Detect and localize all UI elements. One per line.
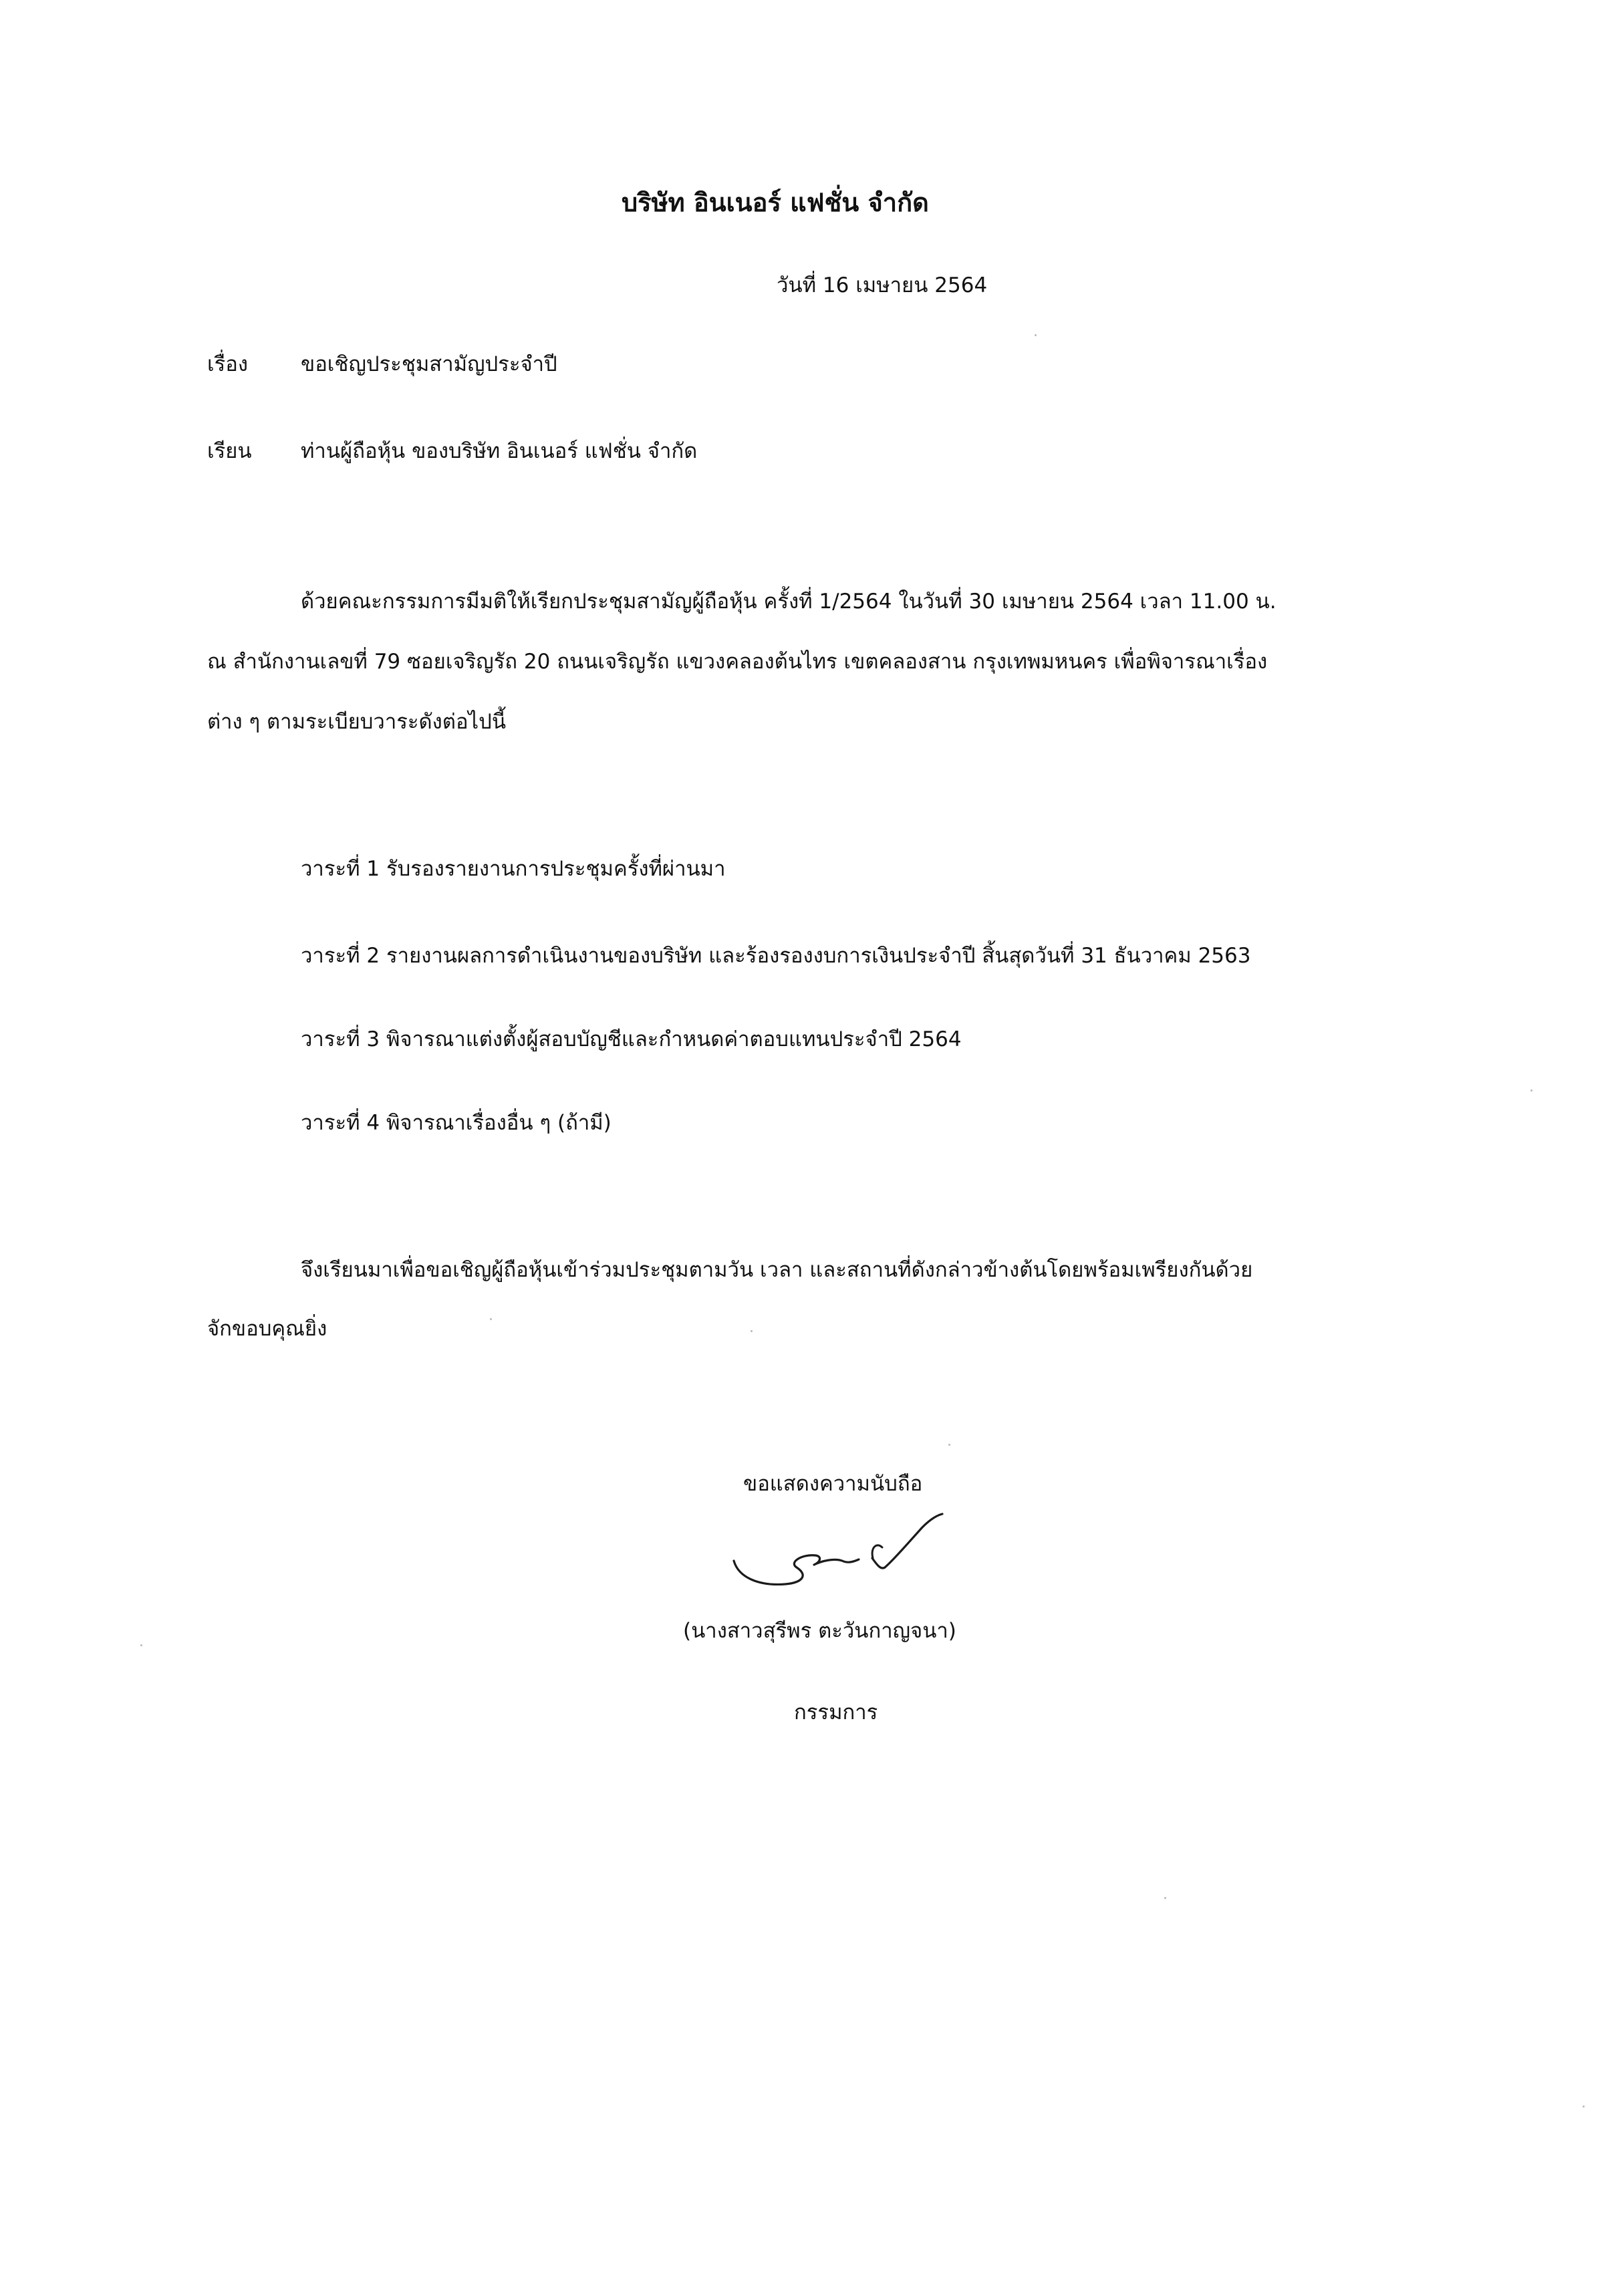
subject-text: ขอเชิญประชุมสามัญประจำปี	[301, 352, 557, 376]
recipient-text: ท่านผู้ถือหุ้น ของบริษัท อินเนอร์ แฟชั่น จำกัด	[301, 439, 698, 463]
agenda-item-3: วาระที่ 3 พิจารณาแต่งตั้งผู้สอบบัญชีและกำหนดค่าตอบแทนประจำปี 2564	[301, 1027, 962, 1051]
intro-line-3: ต่าง ๆ ตามระเบียบวาระดังต่อไปนี้	[207, 710, 507, 734]
signatory-position: กรรมการ	[794, 1700, 878, 1725]
scan-speck	[751, 1330, 753, 1332]
signatory-name: (นางสาวสุรีพร ตะวันกาญจนา)	[683, 1619, 956, 1643]
handwritten-signature	[722, 1501, 1002, 1608]
scan-speck	[490, 1318, 492, 1320]
subject-label: เรื่อง	[207, 352, 249, 376]
agenda-item-2: วาระที่ 2 รายงานผลการดำเนินงานของบริษัท และร้องรองงบการเงินประจำปี สิ้นสุดวันที่ 31 ธันวาคม 2563	[301, 944, 1251, 968]
closing-line-1: จึงเรียนมาเพื่อขอเชิญผู้ถือหุ้นเข้าร่วมประชุมตามวัน เวลา และสถานที่ดังกล่าวข้างต้นโดยพร้อมเพรียงกันด้วย	[301, 1258, 1253, 1282]
intro-line-2: ณ สำนักงานเลขที่ 79 ซอยเจริญรัถ 20 ถนนเจริญรัถ แขวงคลองต้นไทร เขตคลองสาน กรุงเทพมหนคร เพื่อพิจารณาเรื่อง	[207, 650, 1268, 674]
agenda-item-1: วาระที่ 1 รับรองรายงานการประชุมครั้งที่ผ่านมา	[301, 857, 726, 881]
company-title: บริษัท อินเนอร์ แฟชั่น จำกัด	[622, 188, 929, 217]
agenda-item-4: วาระที่ 4 พิจารณาเรื่องอื่น ๆ (ถ้ามี)	[301, 1111, 612, 1135]
scan-speck	[1164, 1897, 1166, 1899]
scan-speck	[948, 1444, 950, 1446]
scan-speck	[1583, 2106, 1585, 2108]
letter-date: วันที่ 16 เมษายน 2564	[777, 273, 988, 297]
scan-speck	[1530, 1090, 1532, 1092]
scan-speck	[1035, 334, 1037, 336]
intro-line-1: ด้วยคณะกรรมการมีมติให้เรียกประชุมสามัญผู้ถือหุ้น ครั้งที่ 1/2564 ในวันที่ 30 เมษายน 2564 เวลา 11.00 น.	[301, 590, 1277, 614]
recipient-label: เรียน	[207, 439, 252, 463]
scan-speck	[140, 1644, 142, 1646]
closing-line-2: จักขอบคุณยิ่ง	[207, 1317, 327, 1341]
signature-salutation: ขอแสดงความนับถือ	[743, 1472, 923, 1496]
